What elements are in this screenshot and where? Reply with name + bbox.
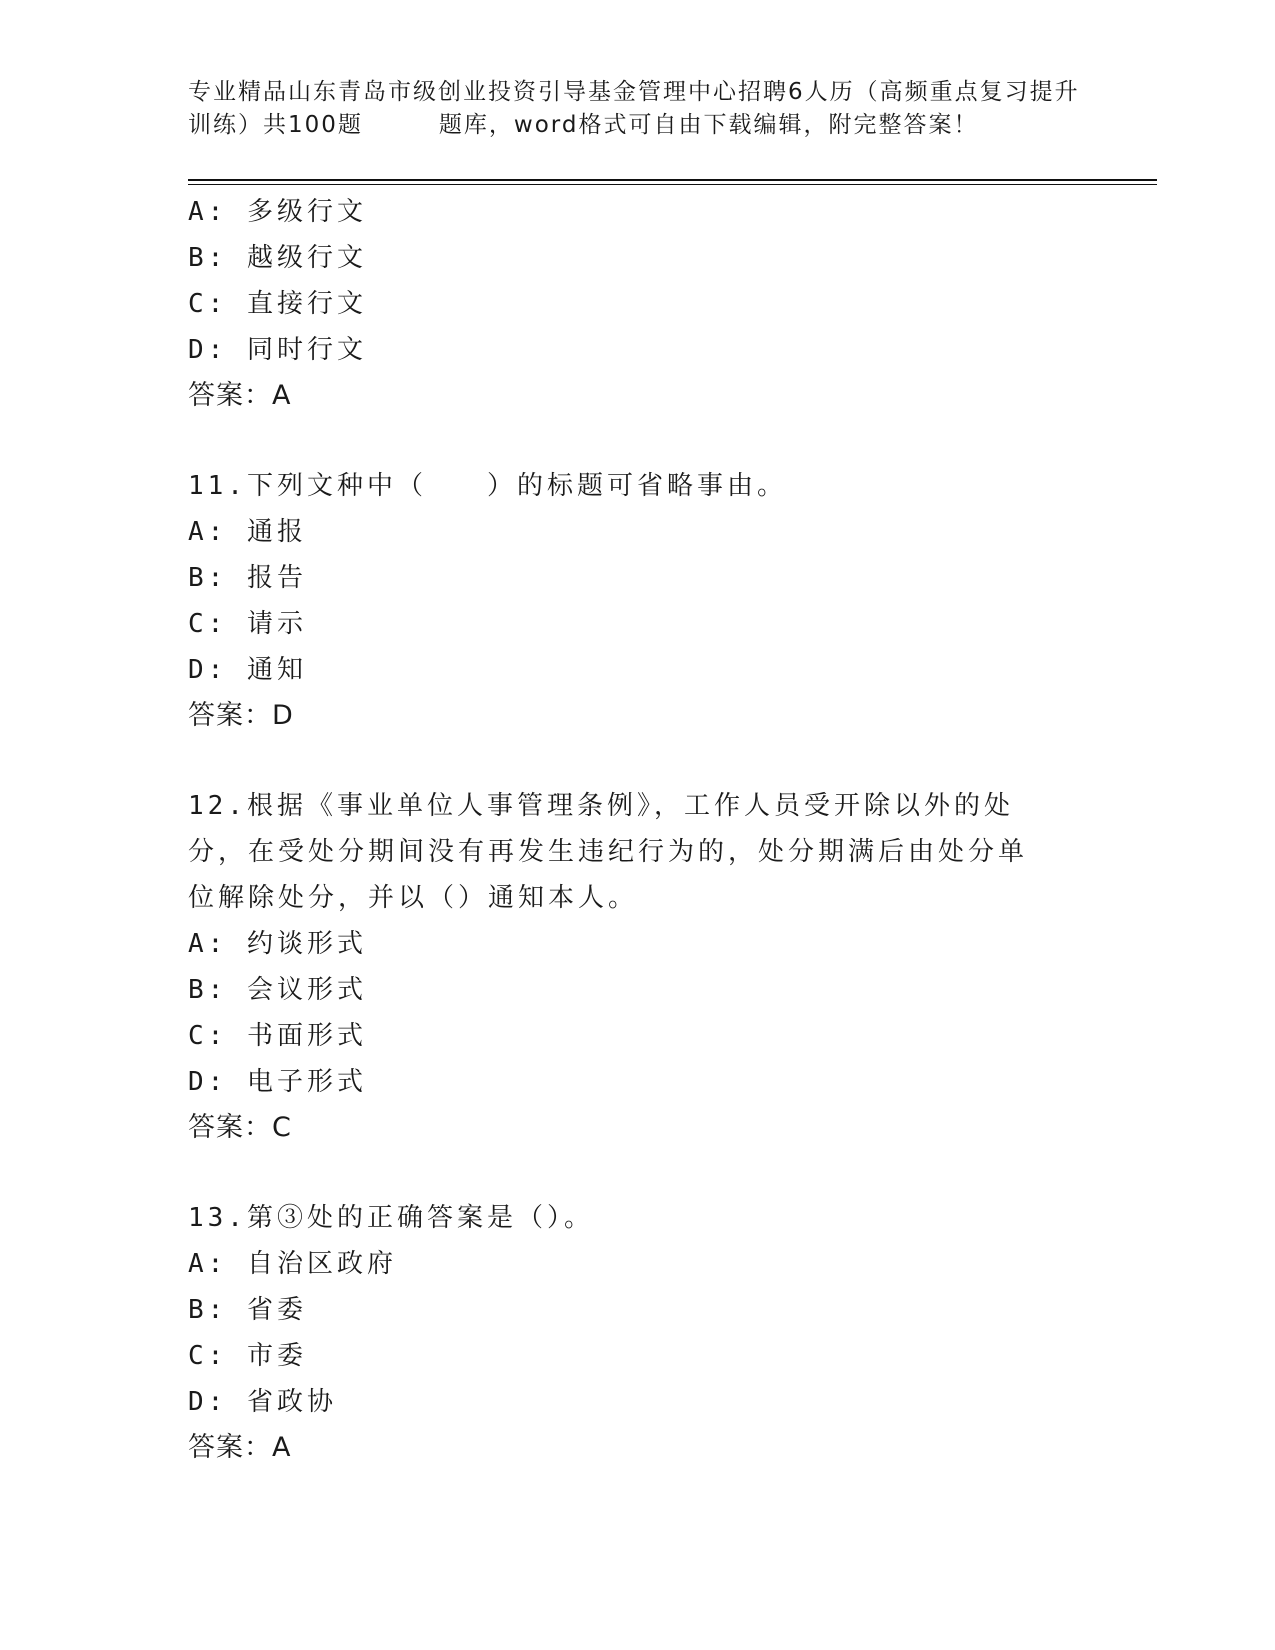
question-10-continued [188, 189, 1088, 419]
answer-line: 答案：A [188, 380, 292, 411]
option-d: D: 同时行文 [188, 335, 367, 365]
question-list [188, 189, 1088, 1471]
header-divider-thick [188, 179, 1157, 181]
question-12 [188, 783, 1088, 1151]
option-a: A: 约谈形式 [188, 929, 367, 959]
answer-line: 答案：C [188, 1112, 292, 1143]
option-d: D: 通知 [188, 655, 307, 685]
option-c: C: 直接行文 [188, 289, 367, 319]
option-b: B: 会议形式 [188, 975, 367, 1005]
document-header [188, 76, 1088, 142]
option-a: A: 通报 [188, 517, 307, 547]
option-c: C: 请示 [188, 609, 307, 639]
option-b: B: 报告 [188, 563, 307, 593]
option-c: C: 书面形式 [188, 1021, 367, 1051]
option-d: D: 省政协 [188, 1387, 337, 1417]
question-text: 11.下列文种中（ ）的标题可省略事由。 [188, 471, 787, 501]
option-d: D: 电子形式 [188, 1067, 367, 1097]
question-11 [188, 463, 1088, 739]
option-a: A: 自治区政府 [188, 1249, 397, 1279]
option-b: B: 省委 [188, 1295, 307, 1325]
header-divider-thin [188, 184, 1157, 185]
option-a: A: 多级行文 [188, 197, 367, 227]
answer-line: 答案：D [188, 700, 294, 731]
header-title: 专业精品山东青岛市级创业投资引导基金管理中心招聘6人历（高频重点复习提升训练）共100题 [188, 79, 1080, 138]
question-text: 12.根据《事业单位人事管理条例》，工作人员受开除以外的处分，在受处分期间没有再发生违纪行为的，处分期满后由处分单位解除处分，并以（）通知本人。 [188, 791, 1029, 913]
option-b: B: 越级行文 [188, 243, 367, 273]
header-subtitle: 题库，word格式可自由下载编辑，附完整答案！ [438, 112, 979, 138]
question-text: 13.第③处的正确答案是（）。 [188, 1203, 594, 1233]
option-c: C: 市委 [188, 1341, 307, 1371]
question-13 [188, 1195, 1088, 1471]
answer-line: 答案：A [188, 1432, 292, 1463]
